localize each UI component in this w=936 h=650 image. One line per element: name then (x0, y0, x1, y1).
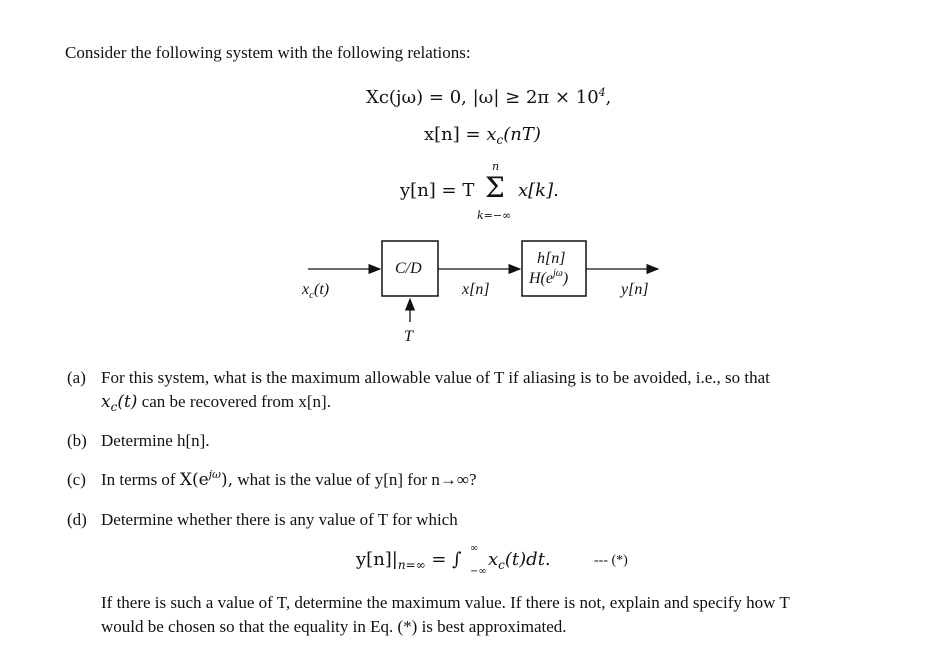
d-eq-mid: = ∫ (425, 549, 462, 570)
filter-label-h: h[n] (537, 250, 566, 267)
output-label: y[n] (621, 281, 649, 298)
question-a-line1: For this system, what is the maximum allowable value of T if aliasing is to be avoided, i.e., so that (101, 368, 770, 387)
equation-3-lhs: y[n] = T (400, 180, 475, 201)
question-c-tag: (c) (67, 470, 86, 489)
a-sub: c (110, 400, 118, 414)
eq1-end: , (605, 87, 612, 108)
sigma-symbol: Σ (485, 171, 505, 204)
c-sup: jω (208, 468, 222, 481)
d-eq-rhs-end: (t)dt. (504, 549, 551, 570)
eq2-arg: (nT) (503, 124, 541, 145)
integral-upper: ∞ (470, 543, 479, 554)
equation-3-rhs: x[k]. (518, 180, 559, 201)
equation-star-tag: --- (*) (594, 553, 628, 568)
question-c-text (101, 470, 477, 490)
c-math-end: ), (221, 470, 234, 490)
eq1-text: Xc(jω) = 0, |ω| ≥ 2π × 10 (366, 87, 599, 108)
d-eq-rhs-sub: c (498, 558, 505, 572)
question-a-line2 (101, 392, 331, 412)
a-arg: (t) (117, 392, 138, 412)
question-d-tag: (d) (67, 510, 87, 529)
sigma-upper: n (492, 160, 500, 173)
question-b-text: Determine h[n]. (101, 431, 210, 450)
a-x: x (101, 392, 111, 412)
sampling-period-label: T (404, 328, 413, 345)
equation-1 (366, 87, 611, 108)
input-label: $x_c(t)$ (302, 281, 330, 301)
question-d-follow2: would be chosen so that the equality in Eq. (*) is best approximated. (101, 617, 567, 636)
integral-lower: −∞ (470, 566, 487, 577)
c-text2: what is the value of y[n] for n→∞? (237, 470, 477, 489)
mid-signal-label: x[n] (462, 281, 490, 298)
filter-label-H: $H(e^{j\omega})$ (529, 268, 569, 287)
eq1-exponent: 4 (598, 86, 606, 99)
c-math: X(e (179, 470, 209, 490)
equation-star (356, 549, 462, 570)
a-rest: can be recovered from x[n]. (141, 392, 331, 411)
eq2-lhs: x[n] = (424, 124, 487, 145)
cd-label: C/D (395, 260, 422, 277)
d-eq-lhs: y[n]| (356, 549, 398, 570)
equation-2 (424, 124, 541, 145)
c-text1: In terms of (101, 470, 176, 489)
eq2-sub: c (496, 133, 504, 147)
question-d-text: Determine whether there is any value of T for which (101, 510, 458, 529)
d-eq-sub: n=∞ (397, 558, 426, 572)
question-d-follow1: If there is such a value of T, determine the maximum value. If there is not, explain and specify how T (101, 593, 790, 612)
equation-star-rhs (488, 549, 551, 570)
eq2-x: x (486, 124, 497, 145)
question-b-tag: (b) (67, 431, 87, 450)
question-a-tag: (a) (67, 368, 86, 387)
d-eq-rhs-x: x (488, 549, 499, 570)
sigma-lower: k=−∞ (477, 209, 512, 222)
intro-text: Consider the following system with the following relations: (65, 43, 471, 62)
